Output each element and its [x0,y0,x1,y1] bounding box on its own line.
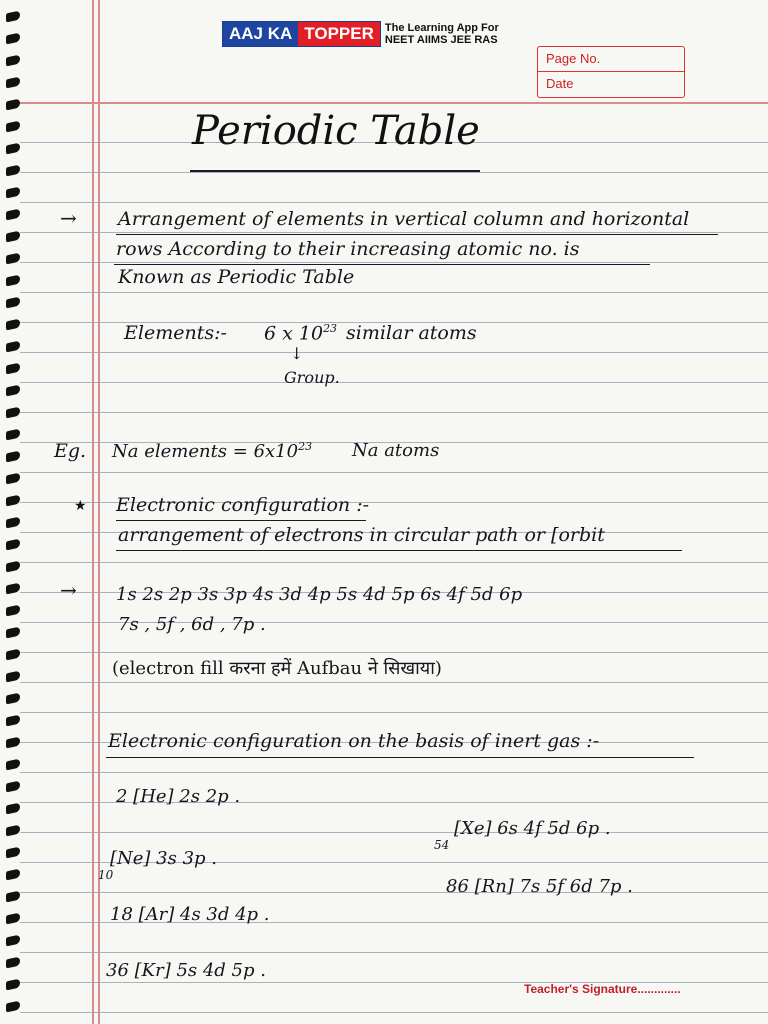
ruled-line [20,352,768,353]
binding-hole [6,77,20,89]
binding-hole [6,913,20,925]
ec-def-underline [116,550,682,551]
tagline-line-1: The Learning App For [384,22,499,34]
xe-config: [Xe] 6s 4f 5d 6p . [454,818,611,839]
elements-tail: similar atoms [346,322,477,344]
binding-hole [6,451,20,463]
header-red-rule [20,102,768,104]
binding-hole [6,583,20,595]
example-label: Eg. [54,440,87,462]
binding-hole [6,363,20,375]
logo-badge [222,21,381,47]
binding-hole [6,693,20,705]
binding-hole [6,55,20,67]
binding-hole [6,803,20,815]
ruled-line [20,232,768,233]
ec-heading-underline [116,520,366,521]
binding-hole [6,671,20,683]
inert-heading-underline [106,757,694,758]
binding-hole [6,825,20,837]
def-underline-1 [116,234,718,235]
binding-hole [6,935,20,947]
ruled-line [20,682,768,683]
page-date-divider [538,71,684,72]
binding-hole [6,33,20,45]
ruled-line [20,562,768,563]
ruled-line [20,952,768,953]
binding-hole [6,143,20,155]
example-text-main: Na elements = 6x10 [112,441,299,462]
tagline-line-2: NEET AIIMS JEE RAS [384,34,498,46]
ne-config: [Ne] 3s 3p . [110,848,217,869]
binding-hole [6,605,20,617]
binding-hole [6,341,20,353]
binding-hole [6,473,20,485]
ruled-line [20,202,768,203]
arrow-bullet-2: → [60,578,77,602]
binding-hole [6,539,20,551]
definition-line-2: rows According to their increasing atomic no. is [116,238,580,260]
rn-config: 86 [Rn] 7s 5f 6d 7p . [446,876,633,897]
elements-value [264,322,337,344]
definition-line-1: Arrangement of elements in vertical column and horizontal [118,208,690,230]
binding-hole [6,649,20,661]
ruled-line [20,172,768,173]
ne-atomic-number: 10 [98,868,114,882]
binding-hole [6,297,20,309]
ruled-line [20,1012,768,1013]
binding-hole [6,11,20,23]
group-label: Group. [284,368,340,387]
binding-hole [6,165,20,177]
page-date-box [537,46,685,98]
binding-hole [6,231,20,243]
he-config: 2 [He] 2s 2p . [116,786,241,807]
example-exponent: 23 [298,440,313,453]
down-arrow: ↓ [290,344,304,363]
date-label: Date [546,76,574,91]
elements-label: Elements:- [124,322,227,344]
binding-hole [6,517,20,529]
teacher-signature: Teacher's Signature............. [524,982,681,996]
page-no-label: Page No. [546,51,601,66]
definition-line-3: Known as Periodic Table [118,266,355,288]
binding-hole [6,495,20,507]
ruled-line [20,892,768,893]
elements-value-text: 6 x 10 [264,322,324,345]
binding-hole [6,187,20,199]
example-tail: Na atoms [352,440,440,461]
ar-config: 18 [Ar] 4s 3d 4p . [110,904,270,925]
logo-tagline [385,22,499,46]
xe-atomic-number: 54 [434,838,450,852]
star-bullet: ★ [74,498,87,514]
elements-exponent: 23 [323,322,338,335]
page-title: Periodic Table [192,108,480,154]
ruled-line [20,832,768,833]
ruled-line [20,292,768,293]
ruled-line [20,472,768,473]
title-underline [190,170,480,172]
binding-hole [6,209,20,221]
binding-hole [6,275,20,287]
binding-hole [6,869,20,881]
margin-line-left [92,0,94,1024]
binding-hole [6,429,20,441]
app-logo [222,22,499,46]
ruled-line [20,652,768,653]
binding-hole [6,121,20,133]
def-underline-2 [114,264,650,265]
logo-aaj-text: AAJ KA [223,22,298,46]
aufbau-hindi-note: (electron fill करना हमें Aufbau ने सिखाया) [112,658,442,679]
arrow-bullet: → [60,206,77,230]
binding-hole [6,979,20,991]
binding-hole [6,407,20,419]
binding-hole [6,891,20,903]
binding-hole [6,957,20,969]
binding-hole [6,385,20,397]
binding-hole [6,759,20,771]
ruled-line [20,772,768,773]
binding-hole [6,737,20,749]
logo-topper-text: TOPPER [298,22,380,46]
binding-hole [6,253,20,265]
orbital-order-line-2: 7s , 5f , 6d , 7p . [118,614,266,635]
binding-hole [6,319,20,331]
ruled-line [20,262,768,263]
orbital-order-line-1: 1s 2s 2p 3s 3p 4s 3d 4p 5s 4d 5p 6s 4f 5d 6p [116,584,523,605]
binding-hole [6,99,20,111]
ruled-line [20,382,768,383]
ruled-line [20,412,768,413]
binding-hole [6,781,20,793]
ec-definition: arrangement of electrons in circular path or [orbit [118,524,605,546]
binding-hole [6,561,20,573]
example-text [112,440,312,462]
inert-gas-heading: Electronic configuration on the basis of inert gas :- [108,730,600,752]
kr-config: 36 [Kr] 5s 4d 5p . [106,960,266,981]
binding-hole [6,627,20,639]
binding-hole [6,1001,20,1013]
ec-heading: Electronic configuration :- [116,494,370,516]
ruled-line [20,712,768,713]
binding-hole [6,715,20,727]
binding-hole [6,847,20,859]
